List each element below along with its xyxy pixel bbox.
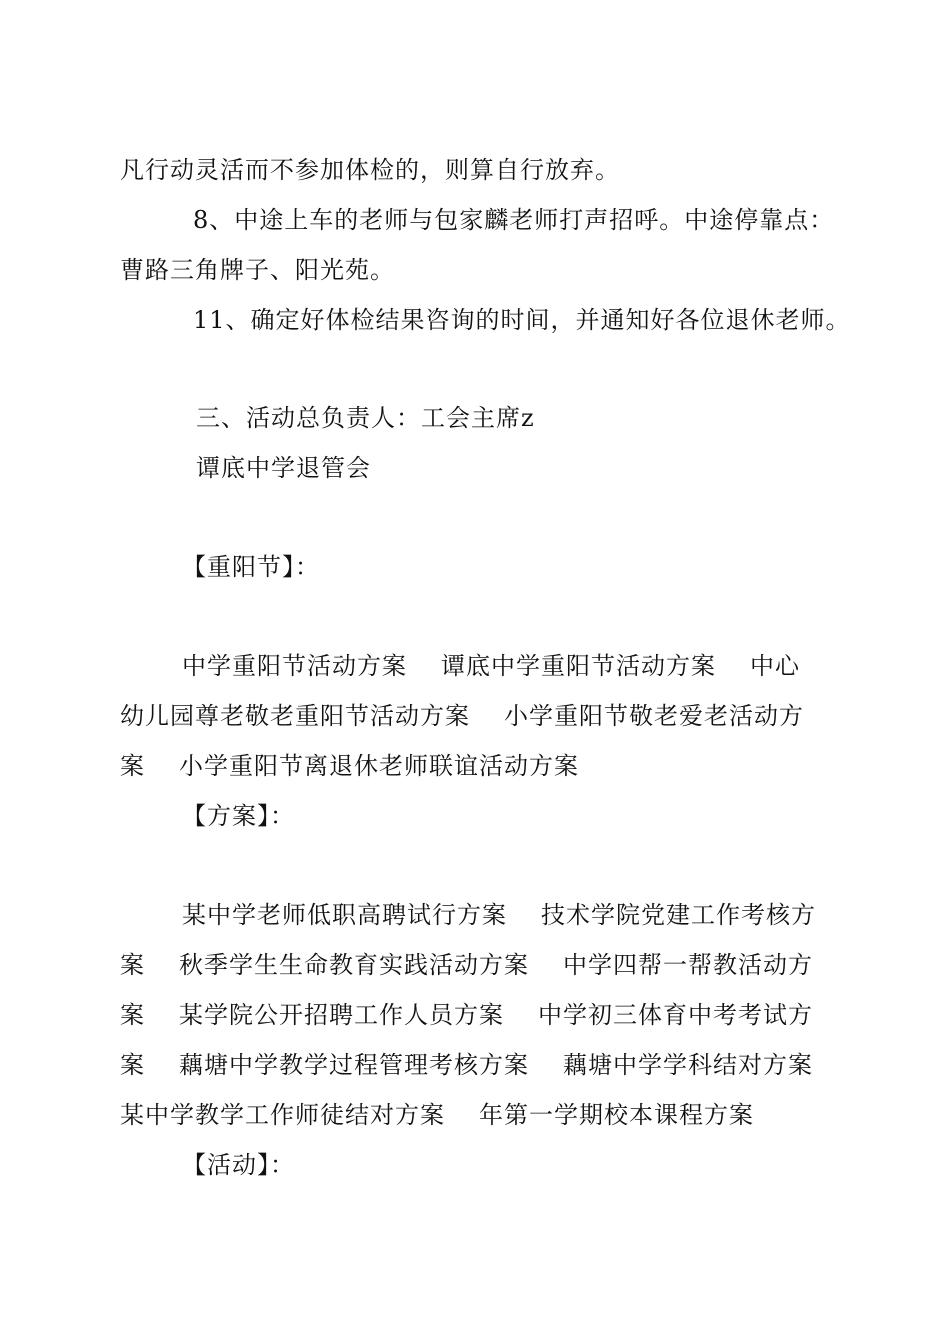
section-heading-chongyang: 【重阳节】： [182,553,320,581]
related-link[interactable]: 中学重阳节活动方案 [182,652,407,680]
related-link[interactable]: 中学初三体育中考考试方 [538,1001,813,1029]
link-row [182,651,800,681]
related-link[interactable]: 谭底中学重阳节活动方案 [441,652,716,680]
related-link[interactable]: 小学重阳节敬老爱老活动方 [504,702,804,730]
link-row [120,1050,813,1080]
paragraph-line: 11、确定好体检结果咨询的时间，并通知好各位退休老师。 [193,306,851,334]
section-heading-huodong: 【活动】： [182,1151,295,1179]
section-heading-fangan: 【方案】： [182,802,295,830]
related-link[interactable]: 藕塘中学学科结对方案 [563,1051,813,1079]
link-row [120,1000,813,1030]
related-link[interactable]: 某中学老师低职高聘试行方案 [182,901,507,929]
related-link[interactable]: 年第一学期校本课程方案 [479,1101,754,1129]
related-link[interactable]: 某中学教学工作师徒结对方案 [120,1101,445,1129]
related-link[interactable]: 中学四帮一帮教活动方 [563,951,813,979]
related-link[interactable]: 案 [120,1001,145,1029]
paragraph-line: 曹路三角牌子、阳光苑。 [120,256,395,284]
link-row [120,1100,754,1130]
related-link[interactable]: 案 [120,752,145,780]
related-link[interactable]: 中心 [750,652,800,680]
related-link[interactable]: 藕塘中学教学过程管理考核方案 [179,1051,529,1079]
link-row [120,701,804,731]
organization-line: 谭底中学退管会 [196,454,371,482]
related-link[interactable]: 小学重阳节离退休老师联谊活动方案 [179,752,579,780]
related-link[interactable]: 案 [120,1051,145,1079]
related-link[interactable]: 秋季学生生命教育实践活动方案 [179,951,529,979]
related-link[interactable]: 幼儿园尊老敬老重阳节活动方案 [120,702,470,730]
responsible-person-line: 三、活动总负责人：工会主席z [196,404,535,432]
paragraph-line: 8、中途上车的老师与包家麟老师打声招呼。中途停靠点： [193,206,835,234]
link-row [120,950,813,980]
related-link[interactable]: 技术学院党建工作考核方 [541,901,816,929]
related-link[interactable]: 案 [120,951,145,979]
link-row [120,751,579,781]
paragraph-line: 凡行动灵活而不参加体检的，则算自行放弃。 [120,156,620,184]
link-row [182,900,816,930]
related-link[interactable]: 某学院公开招聘工作人员方案 [179,1001,504,1029]
